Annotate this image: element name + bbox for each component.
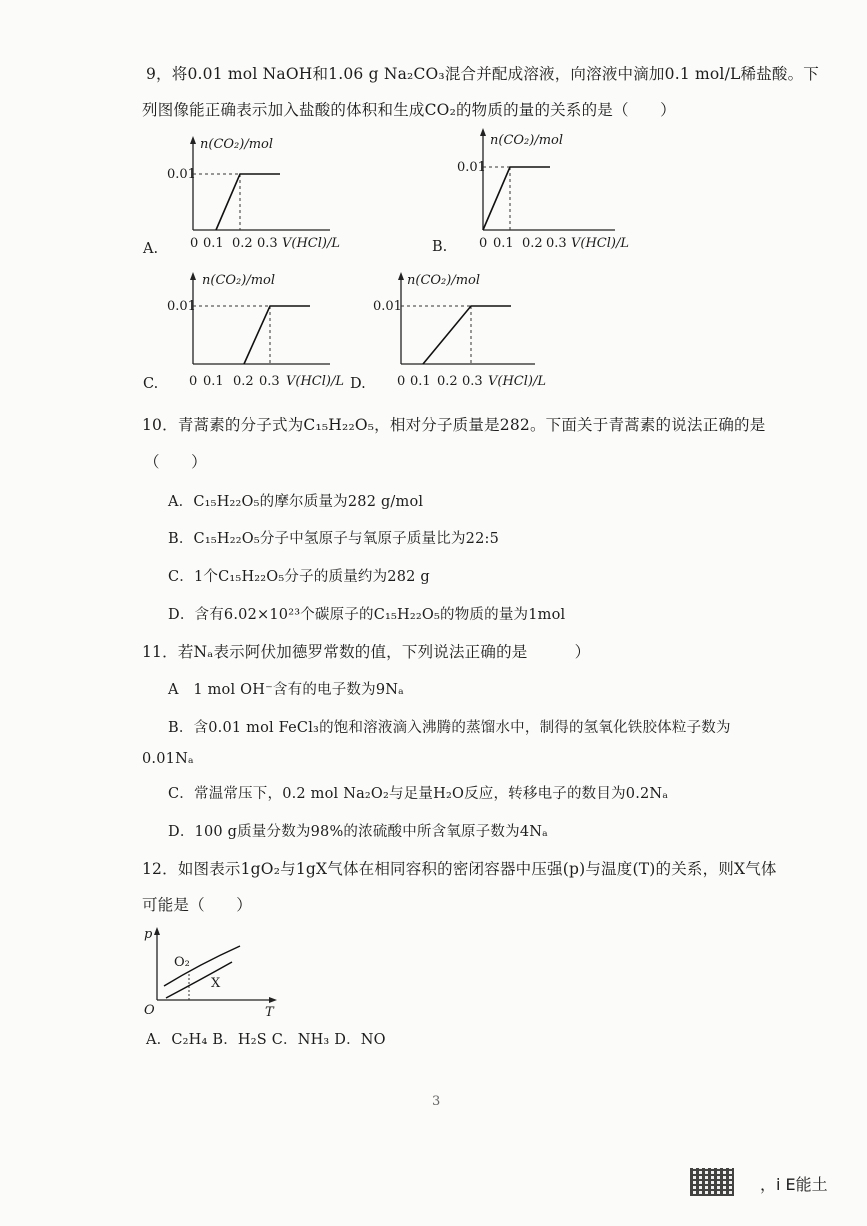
- svg-text:V(HCl)/L: V(HCl)/L: [282, 236, 340, 251]
- svg-text:0.1: 0.1: [493, 236, 514, 251]
- q9-option-b: B.: [432, 239, 448, 255]
- svg-text:V(HCl)/L: V(HCl)/L: [286, 374, 344, 389]
- q10-option-c: C．1个C₁₅H₂₂O₅分子的质量约为282 g: [168, 569, 430, 585]
- q11-option-b-line2: 0.01Nₐ: [142, 751, 194, 767]
- q12-origin: O: [144, 1003, 155, 1018]
- q12-curve-x: X: [211, 976, 221, 991]
- q9-line1: 9，将0.01 mol NaOH和1.06 g Na₂CO₃混合并配成溶液，向溶液中滴加0.1 mol/L稀盐酸。下: [146, 65, 820, 83]
- graph-a-ylabel: n(CO₂)/mol: [200, 137, 274, 152]
- q9-graph-d: [345, 266, 565, 396]
- q11-option-a: A 1 mol OH⁻含有的电子数为9Nₐ: [168, 682, 404, 698]
- graph-c-ylabel: n(CO₂)/mol: [202, 273, 276, 288]
- svg-text:0: 0: [397, 374, 406, 389]
- graph-c-ytick: 0.01: [167, 299, 196, 314]
- q12-curve-o2: O₂: [174, 955, 190, 970]
- svg-text:0.3: 0.3: [257, 236, 278, 251]
- q10-line1: 10．青蒿素的分子式为C₁₅H₂₂O₅，相对分子质量是282。下面关于青蒿素的说法正确的是: [142, 416, 766, 434]
- q10-option-a: A．C₁₅H₂₂O₅的摩尔质量为282 g/mol: [168, 494, 424, 510]
- svg-text:V(HCl)/L: V(HCl)/L: [571, 236, 629, 251]
- q11-line1: 11．若Nₐ表示阿伏加德罗常数的值，下列说法正确的是 ）: [142, 643, 591, 661]
- q11-option-b-line1: B．含0.01 mol FeCl₃的饱和溶液滴入沸腾的蒸馏水中，制得的氢氧化铁胶体粒子数为: [168, 720, 731, 736]
- q12-ylabel: p: [144, 927, 153, 942]
- svg-text:0.2: 0.2: [233, 374, 254, 389]
- svg-text:0: 0: [190, 236, 199, 251]
- svg-text:0: 0: [189, 374, 198, 389]
- qr-code-icon: [690, 1168, 734, 1196]
- svg-text:0.3: 0.3: [462, 374, 483, 389]
- svg-text:0.2: 0.2: [232, 236, 253, 251]
- q11-option-c: C．常温常压下，0.2 mol Na₂O₂与足量H₂O反应，转移电子的数目为0.2Nₐ: [168, 786, 669, 802]
- svg-text:0.1: 0.1: [410, 374, 431, 389]
- q12-graph: [140, 922, 290, 1022]
- q12-options: A．C₂H₄ B．H₂S C．NH₃ D．NO: [146, 1032, 386, 1048]
- q12-line1: 12．如图表示1gO₂与1gX气体在相同容积的密闭容器中压强(p)与温度(T)的关系，则X气体: [142, 860, 777, 878]
- graph-b-ytick: 0.01: [457, 160, 486, 175]
- q10-option-b: B．C₁₅H₂₂O₅分子中氢原子与氧原子质量比为22:5: [168, 531, 500, 547]
- svg-text:0.1: 0.1: [203, 374, 224, 389]
- q9-line2: 列图像能正确表示加入盐酸的体积和生成CO₂的物质的量的关系的是（ ）: [142, 101, 676, 119]
- svg-text:0.3: 0.3: [546, 236, 567, 251]
- q12-line2: 可能是（ ）: [142, 896, 252, 914]
- svg-text:0.3: 0.3: [259, 374, 280, 389]
- q9-option-a: A.: [143, 241, 159, 257]
- svg-text:0.1: 0.1: [203, 236, 224, 251]
- graph-d-ylabel: n(CO₂)/mol: [407, 273, 481, 288]
- page-number: 3: [432, 1094, 441, 1109]
- svg-text:V(HCl)/L: V(HCl)/L: [488, 374, 546, 389]
- svg-text:0.2: 0.2: [437, 374, 458, 389]
- q10-option-d: D．含有6.02×10²³个碳原子的C₁₅H₂₂O₅的物质的量为1mol: [168, 607, 566, 623]
- graph-a-ytick: 0.01: [167, 167, 196, 182]
- graph-b-ylabel: n(CO₂)/mol: [490, 133, 564, 148]
- svg-text:0.2: 0.2: [522, 236, 543, 251]
- watermark-text: ，i E能土: [760, 1175, 828, 1194]
- q9-graph-b: [430, 122, 650, 252]
- q9-graph-a: [140, 130, 360, 260]
- svg-text:0: 0: [479, 236, 488, 251]
- q9-option-c: C.: [143, 376, 159, 392]
- q10-line2: （ ）: [144, 453, 207, 471]
- q12-xlabel: T: [265, 1005, 274, 1020]
- q11-option-d: D．100 g质量分数为98%的浓硫酸中所含氧原子数为4Nₐ: [168, 824, 548, 840]
- graph-d-ytick: 0.01: [373, 299, 402, 314]
- q9-graph-c: [140, 266, 360, 396]
- q9-option-d: D.: [350, 376, 366, 392]
